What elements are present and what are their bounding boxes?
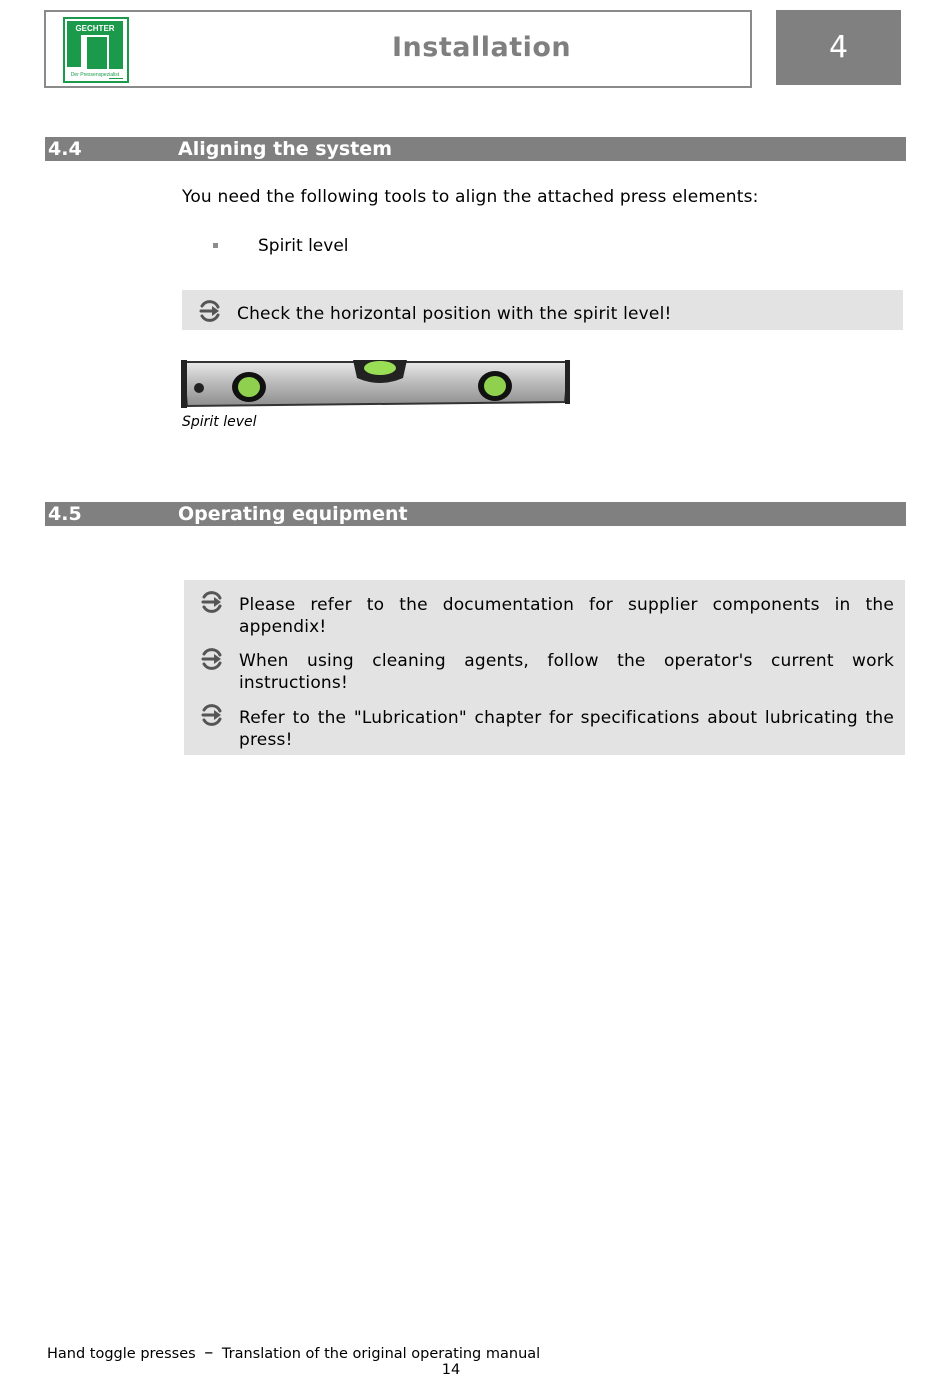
note-box-spirit-level (182, 290, 903, 330)
footer-separator: – (204, 1342, 214, 1363)
section-title: Aligning the system (178, 138, 392, 160)
chapter-number-badge (776, 10, 901, 85)
page-header (44, 10, 752, 88)
footer-document-type: Translation of the original operating manual (221, 1346, 541, 1362)
note-text: Please refer to the documentation for supplier components in the appendix! (239, 595, 894, 637)
svg-text:Der Pressenspezialist: Der Pressenspezialist (70, 72, 120, 78)
note-text: Refer to the "Lubrication" chapter for specifications about lubricating the press! (239, 708, 894, 750)
arrow-right-icon (200, 590, 224, 614)
section-number: 4.5 (48, 503, 82, 525)
bullet-square-icon (213, 243, 218, 248)
section-title: Operating equipment (178, 503, 408, 525)
arrow-right-icon (200, 703, 224, 727)
spirit-level-image (181, 356, 571, 412)
company-logo (63, 17, 129, 83)
tools-intro-text: You need the following tools to align the attached press elements: (182, 187, 759, 207)
tool-list-item: Spirit level (258, 236, 349, 256)
section-number: 4.4 (48, 138, 82, 160)
figure-caption: Spirit level (182, 414, 257, 430)
note-text: When using cleaning agents, follow the operator's current work instructions! (239, 651, 894, 693)
note-text: Check the horizontal position with the spirit level! (237, 304, 672, 324)
svg-text:GECHTER: GECHTER (75, 24, 115, 33)
section-heading-4-5 (45, 502, 906, 526)
page-footer (47, 1342, 540, 1363)
note-box-operating-equipment (184, 580, 905, 755)
footer-product: Hand toggle presses (47, 1346, 196, 1362)
section-heading-4-4 (45, 137, 906, 161)
arrow-right-icon (198, 299, 222, 323)
page-title: Installation (392, 32, 572, 63)
page-number: 14 (441, 1362, 461, 1378)
chapter-number: 4 (828, 30, 849, 65)
arrow-right-icon (200, 647, 224, 671)
